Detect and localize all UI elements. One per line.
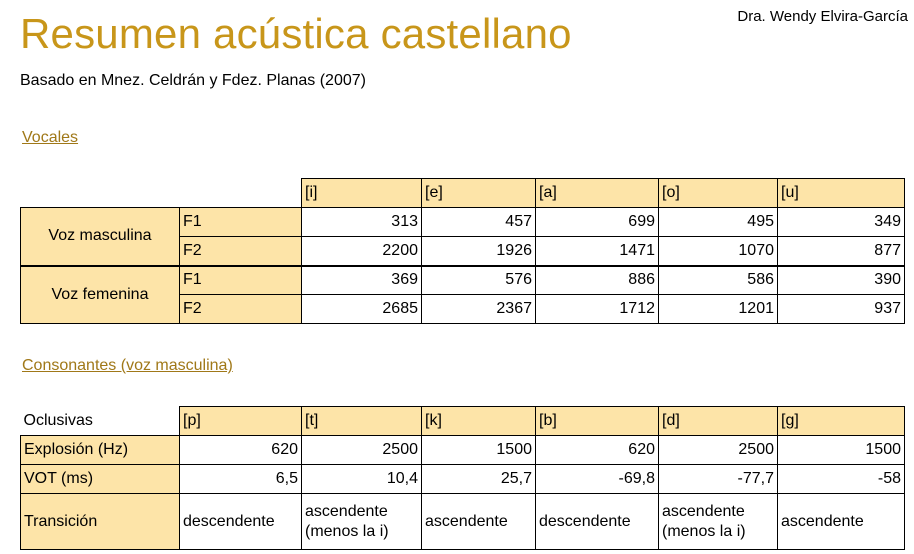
burst-value: 1500 [422, 436, 536, 465]
page-title: Resumen acústica castellano [20, 10, 572, 57]
vot-value: 10,4 [302, 465, 422, 494]
formant-label: F2 [180, 237, 302, 266]
formant-label: F1 [180, 266, 302, 295]
formant-value: 1712 [536, 295, 659, 324]
corner-label: Oclusivas [23, 411, 93, 429]
transition-value: ascendente (menos la i) [659, 494, 778, 550]
consonant-header: [g] [778, 407, 905, 436]
transition-value: ascendente [422, 494, 536, 550]
table-row [21, 208, 905, 237]
group-label-female: Voz femenina [21, 266, 180, 324]
vot-value: -77,7 [659, 465, 778, 494]
row-label: Explosión (Hz) [21, 436, 180, 465]
vot-value: 6,5 [180, 465, 302, 494]
burst-value: 2500 [659, 436, 778, 465]
table-row [21, 465, 905, 494]
formant-value: 586 [659, 266, 778, 295]
consonant-header: [t] [302, 407, 422, 436]
consonant-header: [b] [536, 407, 659, 436]
formant-value: 699 [536, 208, 659, 237]
formant-value: 886 [536, 266, 659, 295]
empty-cell [21, 179, 180, 208]
vowel-header-row [21, 179, 905, 208]
burst-value: 620 [536, 436, 659, 465]
consonant-header-row [21, 407, 905, 436]
formant-value: 1070 [659, 237, 778, 266]
formant-label: F1 [180, 208, 302, 237]
formant-value: 937 [778, 295, 905, 324]
page-subtitle: Basado en Mnez. Celdrán y Fdez. Planas (2007) [20, 72, 366, 89]
vot-value: 25,7 [422, 465, 536, 494]
empty-cell [180, 179, 302, 208]
transition-value: ascendente (menos la i) [302, 494, 422, 550]
formant-value: 369 [302, 266, 422, 295]
vowel-header: [e] [422, 179, 536, 208]
vowel-header: [o] [659, 179, 778, 208]
formant-value: 576 [422, 266, 536, 295]
consonant-header: [d] [659, 407, 778, 436]
formant-value: 495 [659, 208, 778, 237]
formant-value: 877 [778, 237, 905, 266]
formant-value: 1201 [659, 295, 778, 324]
group-label-male: Voz masculina [21, 208, 180, 266]
burst-value: 1500 [778, 436, 905, 465]
section-heading-vowels: Vocales [22, 129, 79, 146]
vowel-header: [a] [536, 179, 659, 208]
formant-value: 390 [778, 266, 905, 295]
consonant-table [20, 406, 905, 550]
table-row [21, 494, 905, 550]
formant-value: 2685 [302, 295, 422, 324]
table-row [21, 436, 905, 465]
formant-label: F2 [180, 295, 302, 324]
author-name: Dra. Wendy Elvira-García [737, 8, 908, 25]
formant-value: 2367 [422, 295, 536, 324]
table-row [21, 266, 905, 295]
formant-value: 313 [302, 208, 422, 237]
section-heading-consonants: Consonantes (voz masculina) [22, 357, 233, 374]
formant-value: 457 [422, 208, 536, 237]
burst-value: 620 [180, 436, 302, 465]
formant-value: 1471 [536, 237, 659, 266]
consonant-header: [k] [422, 407, 536, 436]
consonant-header: [p] [180, 407, 302, 436]
row-label: Transición [21, 494, 180, 550]
row-label: VOT (ms) [21, 465, 180, 494]
burst-value: 2500 [302, 436, 422, 465]
formant-value: 349 [778, 208, 905, 237]
formant-value: 1926 [422, 237, 536, 266]
vot-value: -69,8 [536, 465, 659, 494]
vot-value: -58 [778, 465, 905, 494]
vowel-formant-table [20, 178, 905, 324]
transition-value: descendente [536, 494, 659, 550]
vowel-header: [i] [302, 179, 422, 208]
formant-value: 2200 [302, 237, 422, 266]
vowel-header: [u] [778, 179, 905, 208]
transition-value: ascendente [778, 494, 905, 550]
transition-value: descendente [180, 494, 302, 550]
